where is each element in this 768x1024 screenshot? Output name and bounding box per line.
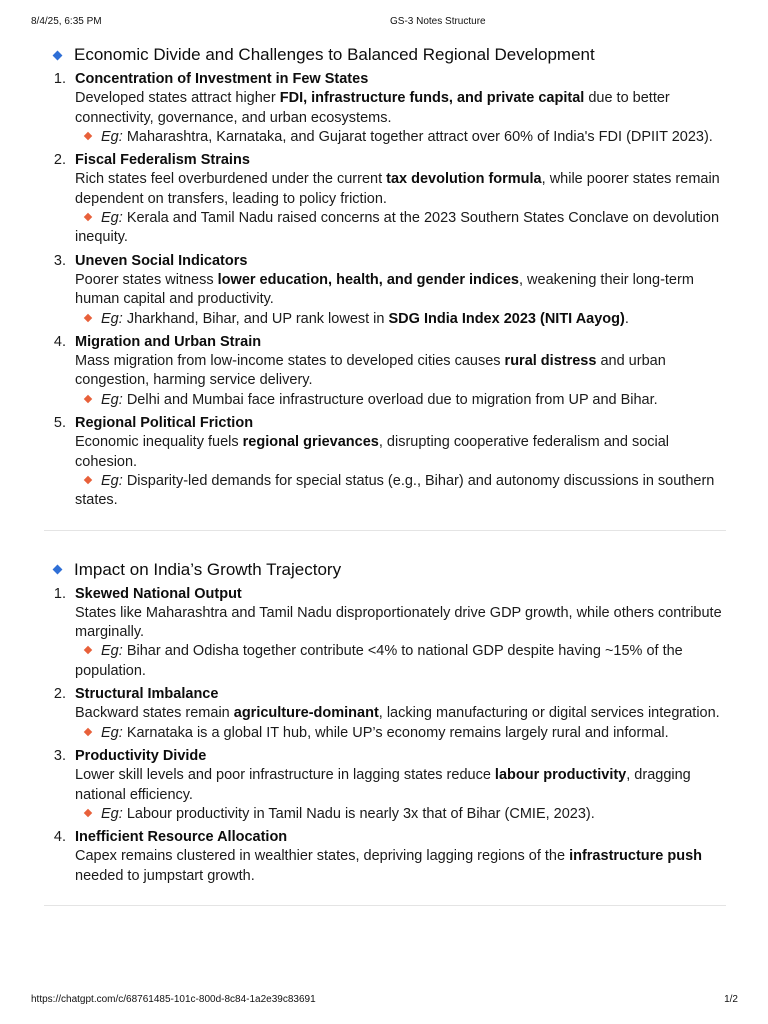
list-item-title: Concentration of Investment in Few States [75, 71, 369, 87]
body-text: Rich states feel overburdened under the current [75, 171, 387, 188]
example-text: Karnataka is a global IT hub, while UP’s economy remains largely rural and informal. [126, 724, 669, 741]
print-datetime: 8/4/25, 6:35 PM [31, 16, 102, 27]
blue-diamond-icon [53, 565, 63, 575]
example-label: Eg: [101, 128, 123, 145]
example-label: Eg: [101, 805, 123, 822]
example-line [75, 472, 726, 511]
body-text: due to better connectivity, governance, and urban ecosystems. [75, 90, 670, 126]
bold-text: agriculture-dominant [233, 705, 379, 722]
example-text: Labour productivity in Tamil Nadu is nearly 3x that of Bihar (CMIE, 2023). [126, 805, 595, 822]
list-item-title: Regional Political Friction [75, 415, 254, 432]
notes-section [44, 558, 726, 886]
list-item [44, 747, 726, 824]
body-text: Poorer states witness [75, 271, 218, 288]
list-item [44, 252, 726, 329]
body-text: , weakening their long-term human capital and productivity. [75, 271, 694, 308]
body-text: and urban congestion, harming service delivery. [75, 353, 666, 389]
example-line [75, 310, 726, 329]
list-item [44, 685, 726, 743]
numbered-list [44, 585, 726, 886]
example-label: Eg: [101, 310, 123, 327]
list-item-number: 3. [53, 252, 66, 269]
example-line [75, 209, 726, 248]
section-heading [44, 43, 726, 67]
bold-text: lower education, health, and gender indices [217, 271, 519, 288]
example-text: Delhi and Mumbai face infrastructure overload due to migration from UP and Bihar. [126, 391, 658, 408]
list-item-body [75, 766, 726, 805]
example-line [75, 642, 726, 681]
list-item-number: 2. [53, 686, 66, 703]
body-text: Mass migration from low-income states to developed cities causes [75, 353, 505, 370]
list-item-number: 4. [53, 829, 66, 846]
list-item-title: Inefficient Resource Allocation [75, 829, 288, 846]
example-line [75, 128, 726, 147]
list-item-title: Skewed National Output [75, 585, 242, 602]
list-item [44, 585, 726, 681]
list-item-body [75, 170, 726, 209]
body-text: , while poorer states remain dependent on transfers, leading to policy friction. [75, 171, 720, 207]
section-heading-text: Impact on India’s Growth Trajectory [74, 559, 342, 579]
example-text: Jharkhand, Bihar, and UP rank lowest in [126, 310, 389, 327]
section-heading [44, 558, 726, 582]
list-item-number: 3. [53, 747, 66, 764]
example-text: Disparity-led demands for special status (e.g., Bihar) and autonomy discussions in southern states. [75, 472, 715, 509]
orange-diamond-icon [84, 213, 92, 221]
list-item-title: Uneven Social Indicators [75, 252, 248, 269]
list-item-number: 5. [53, 415, 66, 432]
example-label: Eg: [101, 391, 123, 408]
example-label: Eg: [101, 210, 123, 227]
list-item-body [75, 704, 726, 723]
blue-diamond-icon [53, 50, 63, 60]
body-text: States like Maharashtra and Tamil Nadu disproportionately drive GDP growth, while others contribute marginally. [75, 604, 722, 641]
list-item [44, 414, 726, 510]
bold-text: tax devolution formula [386, 171, 542, 188]
body-text: Developed states attract higher [75, 90, 280, 107]
list-item-body [75, 604, 726, 643]
list-item-number: 1. [53, 71, 66, 87]
orange-diamond-icon [84, 132, 92, 140]
bold-text: regional grievances [242, 434, 379, 451]
bold-text: FDI, infrastructure funds, and private capital [279, 90, 585, 107]
body-text: , dragging national efficiency. [75, 767, 691, 803]
body-text: needed to jumpstart growth. [75, 867, 255, 884]
orange-diamond-icon [84, 395, 92, 403]
example-text: Kerala and Tamil Nadu raised concerns at the 2023 Southern States Conclave on devolution inequity. [75, 210, 720, 246]
example-text: Bihar and Odisha together contribute <4% to national GDP despite having ~15% of the population. [75, 643, 683, 679]
section-divider [44, 530, 726, 531]
list-item-body [75, 847, 726, 886]
list-item-body [75, 89, 726, 128]
numbered-list [44, 70, 726, 511]
example-line [75, 805, 726, 824]
print-url: https://chatgpt.com/c/68761485-101c-800d-8c84-1a2e39c83691 [31, 994, 316, 1005]
example-line [75, 391, 726, 410]
print-page-number: 1/2 [724, 994, 738, 1005]
list-item-title: Migration and Urban Strain [75, 333, 262, 350]
orange-diamond-icon [84, 727, 92, 735]
list-item [44, 151, 726, 247]
print-footer [0, 994, 768, 1008]
orange-diamond-icon [84, 313, 92, 321]
bold-text: labour productivity [494, 767, 627, 784]
example-text: . [624, 310, 629, 327]
body-text: Backward states remain [75, 705, 234, 722]
body-text: , lacking manufacturing or digital services integration. [378, 705, 720, 722]
list-item-title: Fiscal Federalism Strains [75, 152, 250, 169]
list-item-body [75, 271, 726, 310]
orange-diamond-icon [84, 646, 92, 654]
orange-diamond-icon [84, 809, 92, 817]
list-item-title: Productivity Divide [75, 747, 207, 764]
bold-text: SDG India Index 2023 (NITI Aayog) [388, 310, 625, 327]
body-text: , disrupting cooperative federalism and social cohesion. [75, 434, 670, 470]
list-item [44, 828, 726, 886]
orange-diamond-icon [84, 476, 92, 484]
list-item [44, 333, 726, 410]
body-text: Economic inequality fuels [75, 434, 243, 451]
list-item-body [75, 352, 726, 391]
list-item-title: Structural Imbalance [75, 686, 219, 703]
example-label: Eg: [101, 643, 123, 660]
notes-content [44, 43, 726, 933]
list-item [44, 70, 726, 147]
section-heading-text: Economic Divide and Challenges to Balanced Regional Development [74, 45, 595, 64]
bold-text: rural distress [504, 353, 597, 370]
example-line [75, 724, 726, 743]
section-divider [44, 905, 726, 906]
print-page-title: GS-3 Notes Structure [390, 16, 486, 27]
body-text: Lower skill levels and poor infrastructure in lagging states reduce [75, 767, 495, 784]
print-header [0, 16, 768, 30]
notes-section [44, 43, 726, 511]
list-item-body [75, 433, 726, 472]
example-text: Maharashtra, Karnataka, and Gujarat together attract over 60% of India's FDI (DPIIT 2023). [126, 128, 713, 145]
list-item-number: 2. [53, 152, 66, 169]
body-text: Capex remains clustered in wealthier states, depriving lagging regions of the [75, 848, 570, 865]
list-item-number: 4. [53, 333, 66, 350]
bold-text: infrastructure push [569, 848, 703, 865]
example-label: Eg: [101, 724, 123, 741]
example-label: Eg: [101, 472, 123, 489]
list-item-number: 1. [53, 585, 66, 602]
